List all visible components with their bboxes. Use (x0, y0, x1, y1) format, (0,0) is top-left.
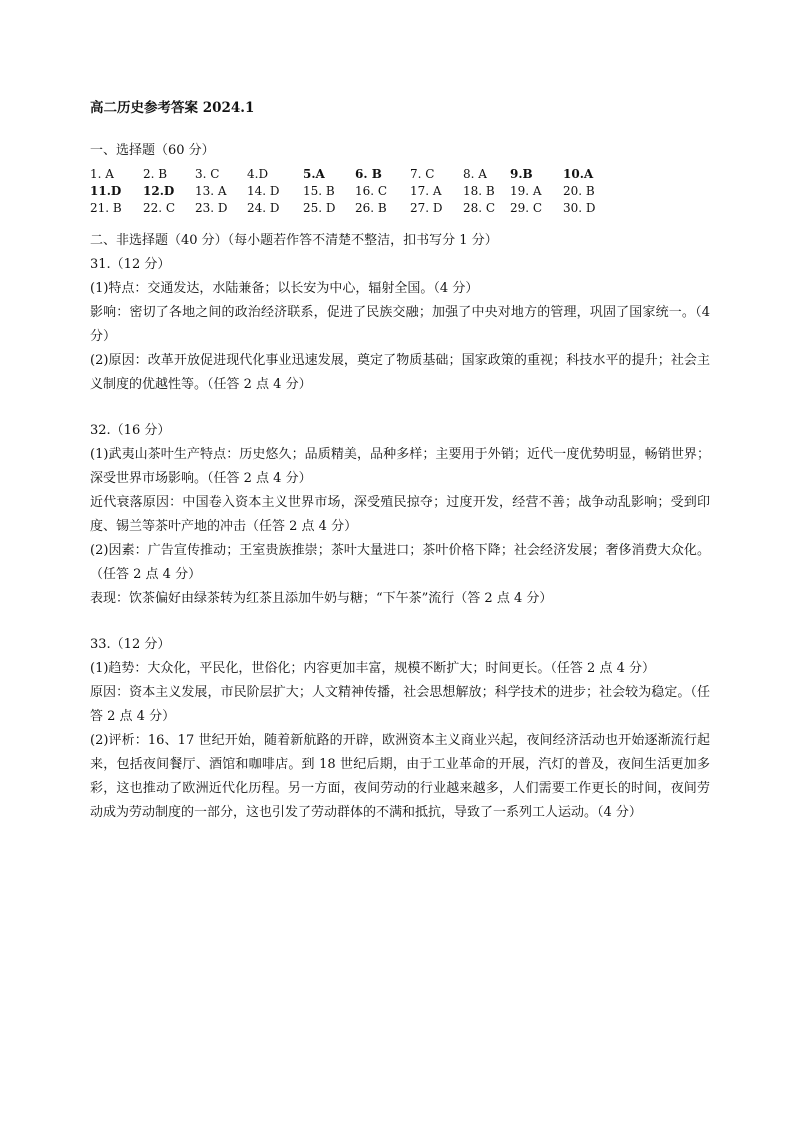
question-33-part1: (1)趋势：大众化，平民化，世俗化；内容更加丰富，规模不断扩大；时间更长。（任答 2 点 4 分） (90, 661, 655, 676)
choice-answer: 29. C (510, 201, 543, 215)
question-32-label: 32.（16 分） (90, 423, 171, 438)
question-33-label: 33.（12 分） (90, 637, 171, 652)
question-33-reason: 原因：资本主义发展，市民阶层扩大；人文精神传播，社会思想解放；科学技术的进步；社会较为稳定。（任答 2 点 4 分） (90, 685, 710, 724)
choice-answer: 17. A (410, 184, 442, 198)
choice-answer: 2. B (143, 167, 168, 181)
choice-answer: 28. C (463, 201, 496, 215)
question-31-part1: (1)特点：交通发达，水陆兼备；以长安为中心，辐射全国。（4 分） (90, 281, 479, 296)
choice-answer: 21. B (90, 201, 122, 215)
question-32-part2: (2)因素：广告宣传推动；王室贵族推崇；茶叶大量进口；茶叶价格下降；社会经济发展；奢侈消费大众化。（任答 2 点 4 分） (90, 543, 710, 582)
choice-answer: 30. D (563, 201, 596, 215)
question-32-decline: 近代衰落原因：中国卷入资本主义世界市场，深受殖民掠夺；过度开发，经营不善；战争动乱影响；受到印度、锡兰等茶叶产地的冲击（任答 2 点 4 分） (90, 495, 710, 534)
choice-answer: 22. C (143, 201, 176, 215)
section-choice-heading: 一、选择题（60 分） (90, 143, 215, 158)
choice-answer: 14. D (247, 184, 280, 198)
choice-answer: 3. C (195, 167, 220, 181)
choice-answer: 16. C (355, 184, 388, 198)
question-31 (90, 253, 710, 397)
choice-answer: 7. C (410, 167, 435, 181)
question-32-manifest: 表现：饮茶偏好由绿茶转为红茶且添加牛奶与糖；“下午茶”流行（答 2 点 4 分） (90, 591, 553, 606)
choice-answer: 13. A (195, 184, 227, 198)
section-essay-heading: 二、非选择题（40 分）（每小题若作答不清楚不整洁，扣书写分 1 分） (90, 233, 498, 248)
question-33 (90, 633, 710, 825)
choice-answer: 25. D (303, 201, 336, 215)
choice-answer: 11.D (90, 184, 122, 198)
question-33-part2: (2)评析：16、17 世纪开始，随着新航路的开辟，欧洲资本主义商业兴起，夜间经济活动也开始逐渐流行起来，包括夜间餐厅、酒馆和咖啡店。到 18 世纪后期，由于工业革命的开展，汽灯的普及，夜间生活更加多彩，这也推动了欧洲近代化历程。另一方面，夜间劳动的行业越来越多，人们需要工作更长的时间，夜间劳动成为劳动制度的一部分，这也引发了劳动群体的不满和抵抗，导致了一系列工人运动。（4 分） (90, 733, 710, 820)
choice-answer: 8. A (463, 167, 487, 181)
choice-answer: 1. A (90, 167, 114, 181)
choice-answer: 26. B (355, 201, 387, 215)
choice-answer: 10.A (563, 167, 594, 181)
choice-answer: 4.D (247, 167, 269, 181)
answer-document (90, 96, 710, 847)
choice-answer: 15. B (303, 184, 335, 198)
question-31-part2: (2)原因：改革开放促进现代化事业迅速发展，奠定了物质基础；国家政策的重视；科技水平的提升；社会主义制度的优越性等。（任答 2 点 4 分） (90, 353, 710, 392)
document-title: 高二历史参考答案 2024.1 (90, 100, 255, 116)
choice-answer: 18. B (463, 184, 495, 198)
section-choice (90, 142, 710, 217)
choice-answer: 20. B (563, 184, 595, 198)
choice-answer-grid (90, 166, 710, 217)
question-31-influence: 影响：密切了各地之间的政治经济联系，促进了民族交融；加强了中央对地方的管理，巩固了国家统一。（4 分） (90, 305, 710, 344)
choice-answer: 9.B (510, 167, 533, 181)
choice-answer: 5.A (303, 167, 325, 181)
choice-answer: 24. D (247, 201, 280, 215)
choice-answer: 27. D (410, 201, 443, 215)
question-32-part1: (1)武夷山茶叶生产特点：历史悠久；品质精美，品种多样；主要用于外销；近代一度优势明显，畅销世界；深受世界市场影响。（任答 2 点 4 分） (90, 447, 710, 486)
choice-answer: 19. A (510, 184, 542, 198)
choice-answer: 23. D (195, 201, 228, 215)
question-32 (90, 419, 710, 611)
choice-answer: 6. B (355, 167, 382, 181)
question-31-label: 31.（12 分） (90, 257, 171, 272)
section-essay (90, 229, 710, 825)
choice-answer: 12.D (143, 184, 175, 198)
